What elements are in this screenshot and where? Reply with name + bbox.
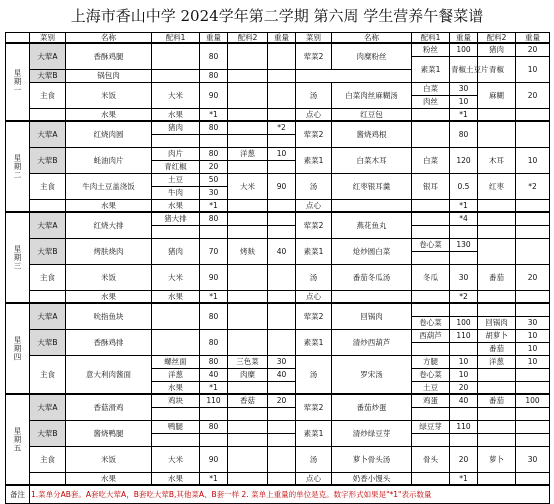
meal-type-cell: 汤 <box>296 82 332 108</box>
ingredient-cell: 大米 <box>152 82 200 108</box>
meal-type-cell: 大荤B <box>30 69 66 82</box>
dish-name: 吮指鱼块 <box>66 303 152 329</box>
ingredient-cell: 牛肉 <box>152 186 200 199</box>
ingredient-cell: 鸭腿 <box>152 420 200 433</box>
weight-cell: 90 <box>200 446 228 472</box>
table-row <box>6 329 550 342</box>
dish-name: 香菇滑鸡 <box>66 394 152 420</box>
meal-type-cell: 点心 <box>296 108 332 121</box>
weight-cell: 10 <box>450 355 478 368</box>
weight-cell: 80 <box>200 212 228 225</box>
meal-type-cell: 汤 <box>296 173 332 199</box>
meal-type-cell: 点心 <box>296 290 332 303</box>
meal-type-cell: 大荤A <box>30 394 66 420</box>
ingredient-cell: 鸡蛋 <box>412 394 450 407</box>
weight-cell: 80 <box>200 43 228 69</box>
table-row <box>6 446 550 459</box>
weight-cell: 80 <box>200 420 228 433</box>
dish-name: 水果 <box>66 199 152 212</box>
ingredient-cell: 水果 <box>152 290 200 303</box>
table-row <box>6 264 550 277</box>
weight-cell: 80 <box>200 303 228 329</box>
col-ingredient1: 配料1 <box>152 33 200 44</box>
ingredient-cell: 螺丝面 <box>152 355 200 368</box>
ingredient-cell: 青椒 <box>478 56 516 82</box>
weight-cell: 70 <box>200 238 228 264</box>
ingredient-cell: 肉糜 <box>228 368 268 381</box>
table-row <box>6 238 550 251</box>
table-row <box>6 420 550 433</box>
dish-name: 水果 <box>66 472 152 485</box>
dish-name: 烤肤烧肉 <box>66 238 152 264</box>
col-weight: 重量 <box>516 33 550 44</box>
ingredient-cell: 洋葱 <box>478 355 516 368</box>
meal-type-cell: 大荤A <box>30 212 66 238</box>
meal-type-cell: 素菜1 <box>296 329 332 355</box>
day-label-wed: 星期三 <box>6 212 30 303</box>
note-text: 1.菜单分AB套。A套吃大荤A，B套吃大荤B,其他菜A、B套一样 2. 菜单上重量的单位是克。数字形式如果是"*1"表示数量 <box>30 485 550 503</box>
dish-name: 番茄炒蛋 <box>332 394 412 420</box>
dish-name: 香酥鸡腿 <box>66 43 152 69</box>
weight-cell: 30 <box>450 264 478 290</box>
col-name: 名称 <box>66 33 152 44</box>
weight-cell: 20 <box>516 264 550 290</box>
weight-cell: 100 <box>450 316 478 329</box>
ingredient-cell: 洋葱 <box>152 368 200 381</box>
weight-cell: 20 <box>516 82 550 108</box>
ingredient-cell: 萝卜 <box>478 446 516 472</box>
dish-name: 锅包肉 <box>66 69 152 82</box>
weight-cell: 90 <box>200 82 228 108</box>
dish-name: 牛肉土豆盖浇饭 <box>66 173 152 199</box>
weight-cell: 10 <box>516 329 550 342</box>
ingredient-cell: 大米 <box>152 264 200 290</box>
table-row <box>6 121 550 134</box>
meal-type-cell: 素菜1 <box>412 56 450 82</box>
table-row <box>6 303 550 316</box>
weight-cell: *1 <box>450 199 478 212</box>
weight-cell: 0.5 <box>450 173 478 199</box>
meal-type-cell: 荤菜2 <box>296 43 332 69</box>
weight-cell: 90 <box>268 173 296 199</box>
meal-type-cell: 大荤B <box>30 329 66 355</box>
weight-cell: 80 <box>450 121 478 147</box>
weight-cell: 10 <box>516 147 550 173</box>
ingredient-cell: 鸡块 <box>152 394 200 407</box>
table-row <box>6 394 550 407</box>
ingredient-cell: 水果 <box>152 381 200 394</box>
dish-name: 番茄冬瓜汤 <box>332 264 412 290</box>
weight-cell: 10 <box>516 355 550 368</box>
col-weight: 重量 <box>200 33 228 44</box>
weight-cell: 20 <box>516 43 550 56</box>
table-row <box>6 212 550 225</box>
ingredient-cell: 胡萝卜 <box>478 329 516 342</box>
ingredient-cell: 土豆 <box>152 173 200 186</box>
col-weight: 重量 <box>450 33 478 44</box>
ingredient-cell: 卷心菜 <box>412 316 450 329</box>
weight-cell: 130 <box>450 238 478 251</box>
weight-cell: *4 <box>450 212 478 225</box>
table-row <box>6 82 550 95</box>
weight-cell: 20 <box>450 446 478 472</box>
ingredient-cell: 猪肉 <box>152 238 200 264</box>
weight-cell: 80 <box>200 355 228 368</box>
weight-cell: *1 <box>450 472 478 485</box>
weight-cell: 10 <box>516 56 550 82</box>
ingredient-cell: 粉丝 <box>412 43 450 56</box>
table-row <box>6 472 550 485</box>
weight-cell: 100 <box>516 394 550 407</box>
meal-type-cell: 大荤A <box>30 121 66 147</box>
weight-cell: 20 <box>450 381 478 394</box>
weight-cell: 30 <box>516 316 550 329</box>
ingredient-cell: 红枣 <box>478 173 516 199</box>
weight-cell: 80 <box>200 69 228 82</box>
ingredient-cell: 骨头 <box>412 446 450 472</box>
meal-type-cell: 汤 <box>296 355 332 394</box>
ingredient-cell: 白菜 <box>412 82 450 95</box>
meal-type-cell: 素菜1 <box>296 420 332 446</box>
dish-name: 蚝油肉片 <box>66 147 152 173</box>
weight-cell: *1 <box>450 108 478 121</box>
ingredient-cell: 三色菜 <box>228 355 268 368</box>
table-row <box>6 199 550 212</box>
ingredient-cell: 猪肉 <box>478 43 516 56</box>
col-ingredient2: 配料2 <box>228 33 268 44</box>
ingredient-cell: 回锅肉 <box>478 316 516 329</box>
ingredient-cell: 土豆 <box>412 381 450 394</box>
meal-type-cell: 汤 <box>296 446 332 472</box>
dish-name: 清炒西葫芦 <box>332 329 412 355</box>
dish-name: 清炒绿豆芽 <box>332 420 412 446</box>
weight-cell: 110 <box>450 420 478 433</box>
dish-name: 回锅肉 <box>332 303 412 329</box>
ingredient-cell: 大米 <box>228 173 268 199</box>
weight-cell: 80 <box>200 147 228 160</box>
weight-cell: 10 <box>450 368 478 381</box>
weight-cell: 80 <box>200 121 228 134</box>
weight-cell: 30 <box>268 355 296 368</box>
ingredient-cell: 白菜 <box>412 147 450 173</box>
weight-cell: 80 <box>200 329 228 355</box>
note-label: 备注 <box>6 485 30 503</box>
meal-type-cell: 主食 <box>30 446 66 472</box>
dish-name: 燕花鱼丸 <box>332 212 412 238</box>
dish-name: 青椒土豆片 <box>450 56 478 82</box>
weight-cell: 110 <box>450 329 478 342</box>
table-row <box>6 147 550 160</box>
meal-type-cell: 荤菜2 <box>296 121 332 147</box>
ingredient-cell: 冬瓜 <box>412 264 450 290</box>
ingredient-cell: 烤麸 <box>228 238 268 264</box>
ingredient-cell: 水果 <box>152 472 200 485</box>
meal-type-cell: 点心 <box>296 472 332 485</box>
weight-cell: 100 <box>450 43 478 56</box>
meal-type-cell: 大荤B <box>30 238 66 264</box>
dish-name: 红枣银耳羹 <box>332 173 412 199</box>
meal-type-cell: 素菜1 <box>296 238 332 264</box>
meal-type-cell: 荤菜2 <box>296 394 332 420</box>
dish-name: 香酥鸡排 <box>66 329 152 355</box>
col-category: 菜别 <box>30 33 66 44</box>
dish-name: 炝炒圆白菜 <box>332 238 412 264</box>
meal-type-cell: 主食 <box>30 264 66 290</box>
dish-name: 酱烧鸭腿 <box>66 420 152 446</box>
dish-name: 红烧大排 <box>66 212 152 238</box>
meal-type-cell: 荤菜2 <box>296 212 332 238</box>
ingredient-cell: 卷心菜 <box>412 368 450 381</box>
ingredient-cell: 西葫芦 <box>412 329 450 342</box>
dish-name: 意大利肉酱面 <box>66 355 152 394</box>
ingredient-cell: 水果 <box>152 199 200 212</box>
table-row <box>6 290 550 303</box>
dish-name: 米饭 <box>66 82 152 108</box>
day-label-tue: 星期二 <box>6 121 30 212</box>
ingredient-cell: 肉丝 <box>412 95 450 108</box>
weight-cell: *1 <box>200 108 228 121</box>
col-ingredient2: 配料2 <box>478 33 516 44</box>
ingredient-cell: 方腿 <box>412 355 450 368</box>
ingredient-cell: 猪大排 <box>152 212 200 225</box>
ingredient-cell: 大米 <box>152 446 200 472</box>
weight-cell: 30 <box>200 186 228 199</box>
weight-cell: 20 <box>200 160 228 173</box>
weight-cell: 20 <box>268 394 296 407</box>
weight-cell: 40 <box>200 368 228 381</box>
weight-cell: 10 <box>268 147 296 160</box>
meal-type-cell: 荤菜2 <box>296 303 332 329</box>
dish-name: 红烧肉圆 <box>66 121 152 147</box>
weight-cell: 40 <box>268 368 296 381</box>
ingredient-cell: 水果 <box>152 108 200 121</box>
dish-name: 肉糜粉丝 <box>332 43 412 69</box>
meal-type-cell: 点心 <box>296 199 332 212</box>
dish-name: 萝卜骨头汤 <box>332 446 412 472</box>
weight-cell: 30 <box>450 82 478 95</box>
meal-type-cell: 大荤A <box>30 43 66 69</box>
col-weight: 重量 <box>268 33 296 44</box>
note-row <box>6 485 550 503</box>
dish-name: 水果 <box>66 290 152 303</box>
meal-type-cell: 汤 <box>296 264 332 290</box>
dish-name: 水果 <box>66 108 152 121</box>
weight-cell: *1 <box>200 290 228 303</box>
table-row <box>6 173 550 186</box>
weight-cell: *1 <box>200 472 228 485</box>
dish-name: 奶香小馒头 <box>332 472 412 485</box>
weight-cell: 120 <box>450 147 478 173</box>
day-label-thu: 星期四 <box>6 303 30 394</box>
weight-cell: 40 <box>450 394 478 407</box>
day-label-mon: 星期一 <box>6 43 30 121</box>
meal-type-cell: 主食 <box>30 82 66 108</box>
table-header <box>6 33 550 44</box>
ingredient-cell: 番茄 <box>478 394 516 407</box>
dish-name: 酱烧鸡根 <box>332 121 412 147</box>
dish-name: 白菜肉丝麻糊汤 <box>332 82 412 108</box>
ingredient-cell: 番茄 <box>478 264 516 290</box>
page-title: 上海市香山中学 2024学年第二学期 第六周 学生营养午餐菜谱 <box>70 7 484 25</box>
dish-name: 米饭 <box>66 264 152 290</box>
weight-cell: 90 <box>200 264 228 290</box>
ingredient-cell: 银耳 <box>412 173 450 199</box>
col-ingredient1: 配料1 <box>412 33 450 44</box>
weight-cell: 10 <box>450 95 478 108</box>
weight-cell: 50 <box>200 173 228 186</box>
weight-cell: 10 <box>516 342 550 355</box>
meal-type-cell: 大荤B <box>30 420 66 446</box>
col-name: 名称 <box>332 33 412 44</box>
dish-name: 红豆包 <box>332 108 412 121</box>
col-category: 菜别 <box>296 33 332 44</box>
ingredient-cell: 番茄 <box>478 342 516 355</box>
table-row <box>6 43 550 56</box>
ingredient-cell: 香菇 <box>228 394 268 407</box>
meal-type-cell: 大荤A <box>30 303 66 329</box>
meal-type-cell: 素菜1 <box>296 147 332 173</box>
meal-type-cell: 主食 <box>30 355 66 394</box>
day-label-fri: 星期五 <box>6 394 30 485</box>
ingredient-cell: 青红椒 <box>152 160 200 173</box>
ingredient-cell: 麻糊 <box>478 82 516 108</box>
weight-cell: *2 <box>268 121 296 134</box>
ingredient-cell: 肉片 <box>152 147 200 160</box>
meal-type-cell: 大荤B <box>30 147 66 173</box>
dish-name: 白菜木耳 <box>332 147 412 173</box>
weight-cell: *1 <box>200 381 228 394</box>
weight-cell: 30 <box>516 446 550 472</box>
weight-cell: *2 <box>450 290 478 303</box>
weight-cell: 40 <box>268 238 296 264</box>
weight-cell: 110 <box>200 394 228 407</box>
ingredient-cell: 猪肉 <box>152 121 200 134</box>
weight-cell: *2 <box>516 173 550 199</box>
ingredient-cell: 洋葱 <box>228 147 268 160</box>
table-row <box>6 108 550 121</box>
table-row <box>6 355 550 368</box>
dish-name: 米饭 <box>66 446 152 472</box>
weight-cell: *1 <box>200 199 228 212</box>
menu-table <box>5 32 550 504</box>
meal-type-cell: 主食 <box>30 173 66 199</box>
ingredient-cell: 绿豆芽 <box>412 420 450 433</box>
ingredient-cell: 卷心菜 <box>412 238 450 251</box>
ingredient-cell: 木耳 <box>478 147 516 173</box>
dish-name: 罗宋汤 <box>332 355 412 394</box>
